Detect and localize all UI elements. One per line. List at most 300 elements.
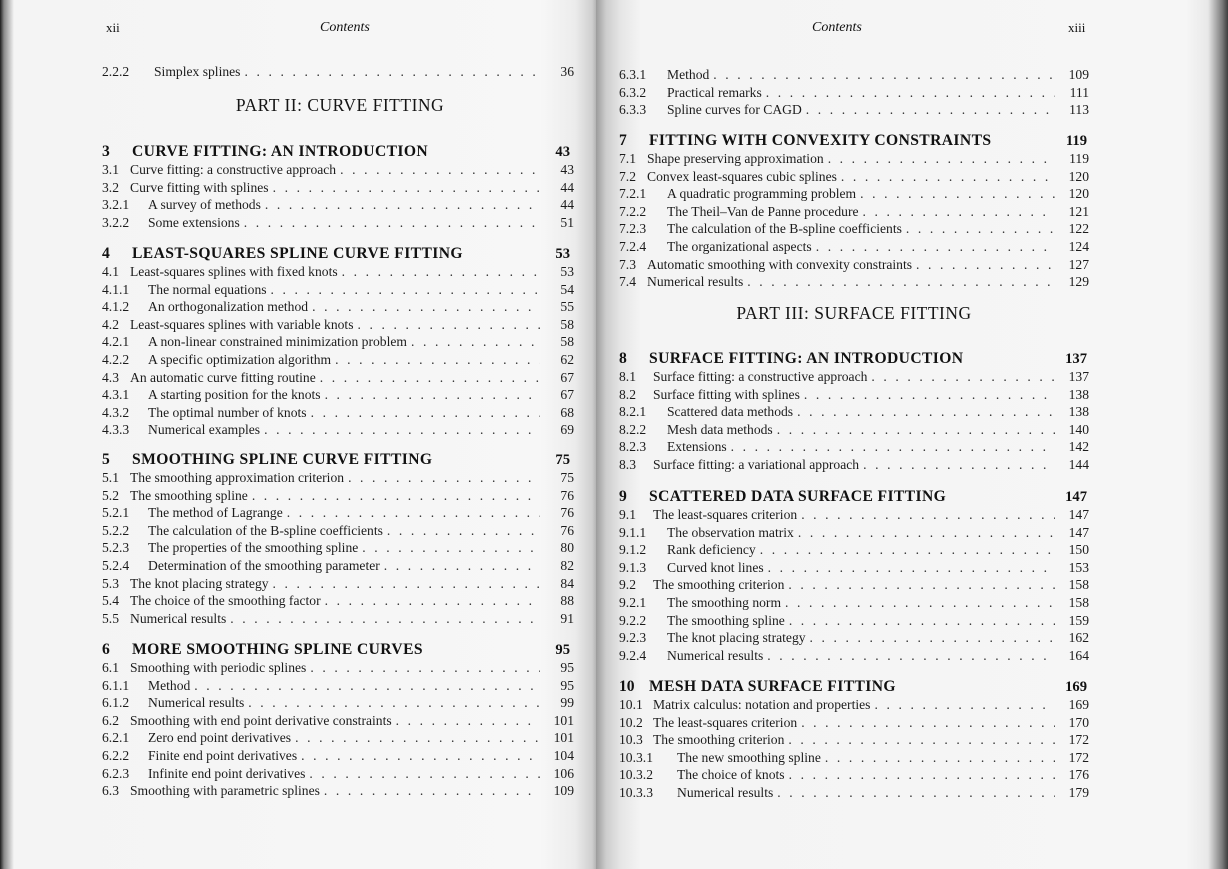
- entry-page-number: 58: [560, 316, 574, 332]
- entry-label: The smoothing approximation criterion: [130, 470, 345, 485]
- dot-leader: [340, 161, 540, 178]
- entry-label: The method of Lagrange: [148, 505, 283, 521]
- entry-label: The knot placing strategy: [130, 575, 269, 591]
- entry-label: The organizational aspects: [667, 239, 812, 254]
- entry-number: 7.3: [619, 256, 636, 272]
- entry-number: 6.1.2: [102, 695, 130, 711]
- chapter-heading: [619, 678, 1087, 696]
- dot-leader: [760, 541, 1055, 558]
- toc-entry: [619, 101, 1089, 118]
- dot-leader: [311, 404, 540, 421]
- entry-number: 6.2.3: [102, 765, 130, 781]
- dot-leader: [248, 694, 540, 711]
- entry-page-number: 69: [560, 422, 574, 438]
- dot-leader: [767, 647, 1055, 664]
- entry-label: Numerical results: [677, 785, 774, 800]
- dot-leader: [841, 168, 1055, 185]
- entry-page-number: 101: [553, 730, 574, 746]
- entry-page-number: 111: [1069, 84, 1089, 100]
- toc-entry: [619, 421, 1089, 438]
- entry-label: The properties of the smoothing spline: [148, 540, 359, 556]
- dot-leader: [797, 403, 1055, 420]
- entry-number: 3.2.1: [102, 197, 130, 213]
- entry-label: Surface fitting: a constructive approach: [653, 369, 868, 384]
- dot-leader: [384, 557, 540, 574]
- toc-entry: [102, 404, 574, 421]
- dot-leader: [789, 612, 1055, 629]
- left-running-title: Contents: [320, 20, 370, 35]
- dot-leader: [230, 610, 540, 627]
- toc-entry: [102, 298, 574, 315]
- entry-label: A survey of methods: [148, 197, 261, 213]
- entry-page-number: 36: [560, 64, 574, 79]
- toc-entry: [102, 782, 574, 799]
- entry-page-number: 138: [1068, 386, 1089, 402]
- entry-page-number: 44: [560, 179, 574, 195]
- entry-page-number: 140: [1068, 421, 1089, 437]
- entry-number: 4.2.1: [102, 334, 130, 350]
- entry-number: 6.3.3: [619, 102, 647, 118]
- entry-label: The normal equations: [148, 281, 267, 297]
- entry-page-number: 142: [1068, 439, 1089, 455]
- chapter-heading: [102, 641, 570, 659]
- entry-page-number: 84: [560, 575, 574, 591]
- entry-number: 6.1: [102, 660, 119, 675]
- entry-label: The smoothing norm: [667, 595, 782, 610]
- entry-label: The calculation of the B-spline coefficients: [148, 522, 383, 538]
- entry-label: The Theil–Van de Panne procedure: [667, 203, 859, 219]
- toc-entry: [102, 729, 574, 746]
- entry-label: A starting position for the knots: [148, 387, 321, 403]
- entry-number: 5.2.2: [102, 522, 130, 538]
- entry-label: Matrix calculus: notation and properties: [653, 697, 871, 712]
- entry-page-number: 121: [1068, 203, 1089, 219]
- dot-leader: [244, 63, 540, 80]
- entry-page-number: 53: [560, 264, 574, 279]
- entry-label: Numerical results: [647, 274, 744, 290]
- entry-label: Curved knot lines: [667, 559, 764, 575]
- entry-number: 7.2.2: [619, 203, 647, 219]
- dot-leader: [273, 179, 540, 196]
- entry-label: The observation matrix: [667, 524, 794, 540]
- chapter-number: 10: [619, 678, 635, 695]
- dot-leader: [335, 351, 540, 368]
- chapter-page-number: 95: [555, 642, 570, 658]
- dot-leader: [287, 504, 540, 521]
- dot-leader: [325, 592, 540, 609]
- entry-page-number: 176: [1068, 767, 1089, 783]
- right-folio: xiii: [1068, 20, 1086, 35]
- dot-leader: [273, 575, 540, 592]
- dot-leader: [810, 629, 1055, 646]
- dot-leader: [362, 539, 540, 556]
- entry-page-number: 138: [1068, 404, 1089, 420]
- toc-entry: [619, 784, 1089, 801]
- toc-entry: [619, 220, 1089, 237]
- dot-leader: [788, 576, 1055, 593]
- entry-label: Numerical examples: [148, 422, 261, 438]
- toc-entry: [619, 386, 1089, 403]
- entry-label: Method: [148, 677, 191, 693]
- entry-number: 3.1: [102, 162, 119, 177]
- entry-page-number: 62: [560, 352, 574, 367]
- dot-leader: [860, 185, 1055, 202]
- dot-leader: [788, 731, 1055, 748]
- entry-number: 10.3.1: [619, 749, 653, 765]
- dot-leader: [348, 469, 540, 486]
- entry-number: 7.2.1: [619, 186, 647, 202]
- entry-page-number: 119: [1069, 151, 1089, 166]
- entry-label: A quadratic programming problem: [667, 186, 857, 202]
- chapter-number: 5: [102, 451, 110, 468]
- dot-leader: [916, 256, 1055, 273]
- entry-page-number: 76: [560, 505, 574, 521]
- entry-page-number: 80: [560, 540, 574, 556]
- dot-leader: [295, 729, 540, 746]
- chapter-heading: [619, 350, 1087, 368]
- dot-leader: [324, 782, 540, 799]
- chapter-page-number: 169: [1065, 679, 1087, 695]
- entry-label: The choice of the smoothing factor: [130, 593, 321, 609]
- toc-entry: [619, 731, 1089, 748]
- toc-entry: [102, 196, 574, 213]
- entry-number: 8.2: [619, 386, 636, 402]
- entry-number: 9.1.3: [619, 559, 647, 575]
- entry-page-number: 120: [1068, 186, 1089, 202]
- dot-leader: [871, 368, 1055, 385]
- entry-number: 10.1: [619, 697, 643, 712]
- entry-page-number: 124: [1068, 239, 1089, 254]
- entry-number: 10.3.2: [619, 767, 653, 783]
- toc-entry: [102, 316, 574, 333]
- entry-page-number: 144: [1068, 457, 1089, 472]
- entry-number: 7.2.4: [619, 239, 647, 254]
- toc-entry: [619, 238, 1089, 255]
- entry-page-number: 76: [560, 487, 574, 503]
- dot-leader: [863, 203, 1056, 220]
- dot-leader: [816, 238, 1055, 255]
- entry-label: Numerical results: [130, 610, 227, 626]
- dot-leader: [785, 594, 1055, 611]
- entry-page-number: 162: [1068, 630, 1089, 646]
- toc-entry: [102, 610, 574, 627]
- entry-label: Some extensions: [148, 214, 240, 230]
- entry-page-number: 164: [1068, 647, 1089, 663]
- chapter-page-number: 43: [555, 144, 570, 160]
- chapter-page-number: 53: [555, 246, 570, 262]
- entry-number: 10.3.3: [619, 785, 653, 800]
- toc-entry: [102, 557, 574, 574]
- entry-number: 6.2.2: [102, 748, 130, 763]
- entry-number: 4.1.2: [102, 299, 130, 315]
- entry-label: Smoothing with end point derivative constraints: [130, 712, 392, 728]
- dot-leader: [301, 747, 540, 764]
- toc-entry: [619, 256, 1089, 273]
- toc-entry: [102, 63, 574, 80]
- toc-entry: [619, 150, 1089, 167]
- entry-page-number: 55: [560, 299, 574, 315]
- entry-label: Numerical results: [667, 647, 764, 663]
- toc-entry: [619, 185, 1089, 202]
- toc-entry: [102, 504, 574, 521]
- entry-label: Finite end point derivatives: [148, 748, 298, 763]
- dot-leader: [906, 220, 1055, 237]
- entry-label: Zero end point derivatives: [148, 730, 292, 746]
- toc-entry: [102, 421, 574, 438]
- entry-page-number: 109: [1068, 67, 1089, 82]
- entry-page-number: 158: [1068, 577, 1089, 593]
- entry-number: 10.3: [619, 732, 643, 748]
- entry-label: Numerical results: [148, 695, 245, 711]
- toc-entry: [619, 612, 1089, 629]
- entry-number: 8.2.3: [619, 439, 647, 455]
- entry-number: 4.1: [102, 264, 119, 279]
- entry-label: A non-linear constrained minimization problem: [148, 334, 407, 350]
- entry-label: Surface fitting with splines: [653, 386, 800, 402]
- entry-number: 6.3: [102, 783, 119, 799]
- entry-number: 2.2.2: [102, 64, 130, 79]
- toc-entry: [102, 386, 574, 403]
- toc-entry: [102, 694, 574, 711]
- entry-label: The least-squares criterion: [653, 714, 798, 730]
- chapter-title: SCATTERED DATA SURFACE FITTING: [649, 488, 947, 505]
- chapter-title: SMOOTHING SPLINE CURVE FITTING: [132, 451, 433, 468]
- entry-page-number: 76: [560, 522, 574, 538]
- right-page: [596, 0, 1228, 869]
- dot-leader: [789, 766, 1055, 783]
- entry-number: 5.3: [102, 575, 119, 591]
- entry-page-number: 179: [1068, 785, 1089, 800]
- chapter-heading: [102, 245, 570, 263]
- entry-number: 9.2: [619, 577, 636, 593]
- chapter-page-number: 75: [555, 452, 570, 468]
- entry-page-number: 170: [1068, 714, 1089, 730]
- entry-page-number: 158: [1068, 595, 1089, 610]
- chapter-number: 7: [619, 132, 627, 149]
- entry-page-number: 58: [560, 334, 574, 350]
- toc-entry: [102, 469, 574, 486]
- toc-entry: [619, 576, 1089, 593]
- dot-leader: [310, 659, 540, 676]
- dot-leader: [309, 765, 540, 782]
- chapter-heading: [102, 143, 570, 161]
- entry-number: 4.3: [102, 369, 119, 385]
- entry-label: An orthogonalization method: [148, 299, 309, 315]
- entry-label: The smoothing spline: [667, 612, 785, 628]
- toc-entry: [619, 766, 1089, 783]
- toc-entry: [102, 351, 574, 368]
- dot-leader: [777, 421, 1055, 438]
- entry-number: 7.1: [619, 151, 636, 166]
- dot-leader: [312, 298, 540, 315]
- entry-number: 9.1.1: [619, 524, 647, 540]
- dot-leader: [825, 749, 1055, 766]
- entry-page-number: 95: [560, 677, 574, 693]
- toc-entry: [619, 541, 1089, 558]
- entry-label: The choice of knots: [677, 767, 785, 783]
- entry-label: Extensions: [667, 439, 727, 455]
- entry-number: 4.2: [102, 316, 119, 332]
- toc-entry: [102, 214, 574, 231]
- entry-page-number: 169: [1068, 697, 1089, 712]
- entry-page-number: 101: [553, 712, 574, 728]
- chapter-title: LEAST-SQUARES SPLINE CURVE FITTING: [132, 245, 463, 262]
- entry-number: 10.2: [619, 714, 643, 730]
- chapter-title: FITTING WITH CONVEXITY CONSTRAINTS: [649, 132, 992, 149]
- dot-leader: [828, 150, 1055, 167]
- toc-entry: [102, 747, 574, 764]
- entry-label: Curve fitting with splines: [130, 179, 269, 195]
- toc-entry: [102, 487, 574, 504]
- entry-number: 5.2.1: [102, 505, 130, 521]
- chapter-page-number: 119: [1065, 133, 1087, 149]
- entry-label: An automatic curve fitting routine: [130, 369, 316, 385]
- chapter-heading: [619, 132, 1087, 150]
- toc-entry: [619, 559, 1089, 576]
- chapter-heading: [619, 488, 1087, 506]
- entry-page-number: 129: [1068, 274, 1089, 290]
- dot-leader: [806, 101, 1055, 118]
- entry-label: Least-squares splines with variable knots: [130, 316, 354, 332]
- entry-label: Rank deficiency: [667, 542, 756, 558]
- toc-entry: [102, 539, 574, 556]
- dot-leader: [804, 386, 1055, 403]
- entry-page-number: 159: [1068, 612, 1089, 628]
- toc-entry: [102, 575, 574, 592]
- toc-entry: [102, 659, 574, 676]
- entry-number: 6.2.1: [102, 730, 130, 746]
- dot-leader: [325, 386, 540, 403]
- dot-leader: [798, 524, 1055, 541]
- chapter-page-number: 137: [1065, 351, 1087, 367]
- entry-label: Smoothing with parametric splines: [130, 783, 320, 799]
- chapter-title: CURVE FITTING: AN INTRODUCTION: [132, 143, 429, 160]
- entry-label: Surface fitting: a variational approach: [653, 457, 860, 472]
- chapter-title: MORE SMOOTHING SPLINE CURVES: [132, 641, 423, 658]
- entry-number: 4.3.3: [102, 422, 130, 438]
- entry-number: 5.5: [102, 610, 119, 626]
- entry-label: The knot placing strategy: [667, 630, 806, 646]
- entry-number: 4.1.1: [102, 281, 130, 297]
- entry-label: The smoothing criterion: [653, 577, 785, 593]
- toc-entry: [619, 749, 1089, 766]
- entry-label: Least-squares splines with fixed knots: [130, 264, 338, 279]
- entry-label: Determination of the smoothing parameter: [148, 558, 380, 573]
- entry-number: 9.2.1: [619, 595, 647, 610]
- dot-leader: [731, 438, 1055, 455]
- toc-entry: [102, 677, 574, 694]
- entry-number: 6.2: [102, 712, 119, 728]
- toc-entry: [102, 281, 574, 298]
- entry-page-number: 91: [560, 610, 574, 626]
- dot-leader: [747, 273, 1055, 290]
- dot-leader: [777, 784, 1055, 801]
- dot-leader: [863, 456, 1055, 473]
- dot-leader: [387, 522, 540, 539]
- dot-leader: [244, 214, 540, 231]
- entry-number: 8.1: [619, 369, 636, 384]
- dot-leader: [342, 263, 540, 280]
- entry-page-number: 106: [553, 765, 574, 781]
- entry-page-number: 54: [560, 281, 574, 297]
- toc-entry: [619, 66, 1089, 83]
- dot-leader: [768, 559, 1055, 576]
- entry-label: Spline curves for CAGD: [667, 102, 802, 118]
- dot-leader: [801, 714, 1055, 731]
- toc-entry: [619, 403, 1089, 420]
- chapter-number: 4: [102, 245, 110, 262]
- toc-entry: [619, 168, 1089, 185]
- entry-number: 7.2: [619, 168, 636, 184]
- chapter-title: MESH DATA SURFACE FITTING: [649, 678, 896, 695]
- toc-entry: [619, 506, 1089, 523]
- entry-page-number: 120: [1068, 168, 1089, 184]
- toc-entry: [102, 161, 574, 178]
- toc-entry: [102, 765, 574, 782]
- entry-label: Automatic smoothing with convexity constraints: [647, 256, 913, 272]
- dot-leader: [271, 281, 540, 298]
- entry-page-number: 99: [560, 695, 574, 711]
- dot-leader: [194, 677, 540, 694]
- entry-number: 4.3.1: [102, 387, 130, 403]
- toc-entry: [102, 712, 574, 729]
- dot-leader: [411, 333, 540, 350]
- entry-page-number: 137: [1068, 369, 1089, 384]
- dot-leader: [766, 84, 1055, 101]
- chapter-number: 9: [619, 488, 627, 505]
- right-running-title: Contents: [812, 20, 862, 35]
- toc-entry: [619, 368, 1089, 385]
- dot-leader: [713, 66, 1055, 83]
- entry-page-number: 104: [553, 748, 574, 763]
- part-heading: PART III: SURFACE FITTING: [736, 303, 972, 323]
- entry-number: 7.2.3: [619, 221, 647, 237]
- entry-page-number: 88: [560, 593, 574, 609]
- toc-entry: [102, 333, 574, 350]
- chapter-title: SURFACE FITTING: AN INTRODUCTION: [649, 350, 964, 367]
- entry-number: 8.2.1: [619, 404, 647, 420]
- entry-number: 3.2: [102, 179, 119, 195]
- entry-number: 5.4: [102, 593, 119, 609]
- toc-entry: [102, 522, 574, 539]
- dot-leader: [264, 421, 540, 438]
- left-page: [0, 0, 596, 869]
- entry-label: Shape preserving approximation: [647, 151, 824, 166]
- entry-label: Convex least-squares cubic splines: [647, 168, 837, 184]
- entry-page-number: 172: [1068, 749, 1089, 765]
- dot-leader: [874, 696, 1055, 713]
- entry-number: 9.2.2: [619, 612, 647, 628]
- toc-entry: [619, 438, 1089, 455]
- entry-page-number: 67: [560, 369, 574, 385]
- toc-entry: [102, 592, 574, 609]
- dot-leader: [265, 196, 540, 213]
- entry-label: The smoothing spline: [130, 487, 248, 503]
- entry-label: The optimal number of knots: [148, 404, 307, 420]
- entry-label: Method: [667, 67, 710, 82]
- chapter-number: 3: [102, 143, 110, 160]
- entry-page-number: 68: [560, 404, 574, 420]
- entry-number: 3.2.2: [102, 214, 130, 230]
- entry-number: 9.2.4: [619, 647, 647, 663]
- entry-label: The calculation of the B-spline coefficients: [667, 221, 902, 237]
- entry-number: 4.3.2: [102, 404, 130, 420]
- entry-label: Scattered data methods: [667, 404, 794, 420]
- entry-page-number: 95: [560, 660, 574, 675]
- toc-entry: [102, 369, 574, 386]
- entry-number: 6.3.1: [619, 67, 647, 82]
- entry-page-number: 147: [1068, 524, 1089, 540]
